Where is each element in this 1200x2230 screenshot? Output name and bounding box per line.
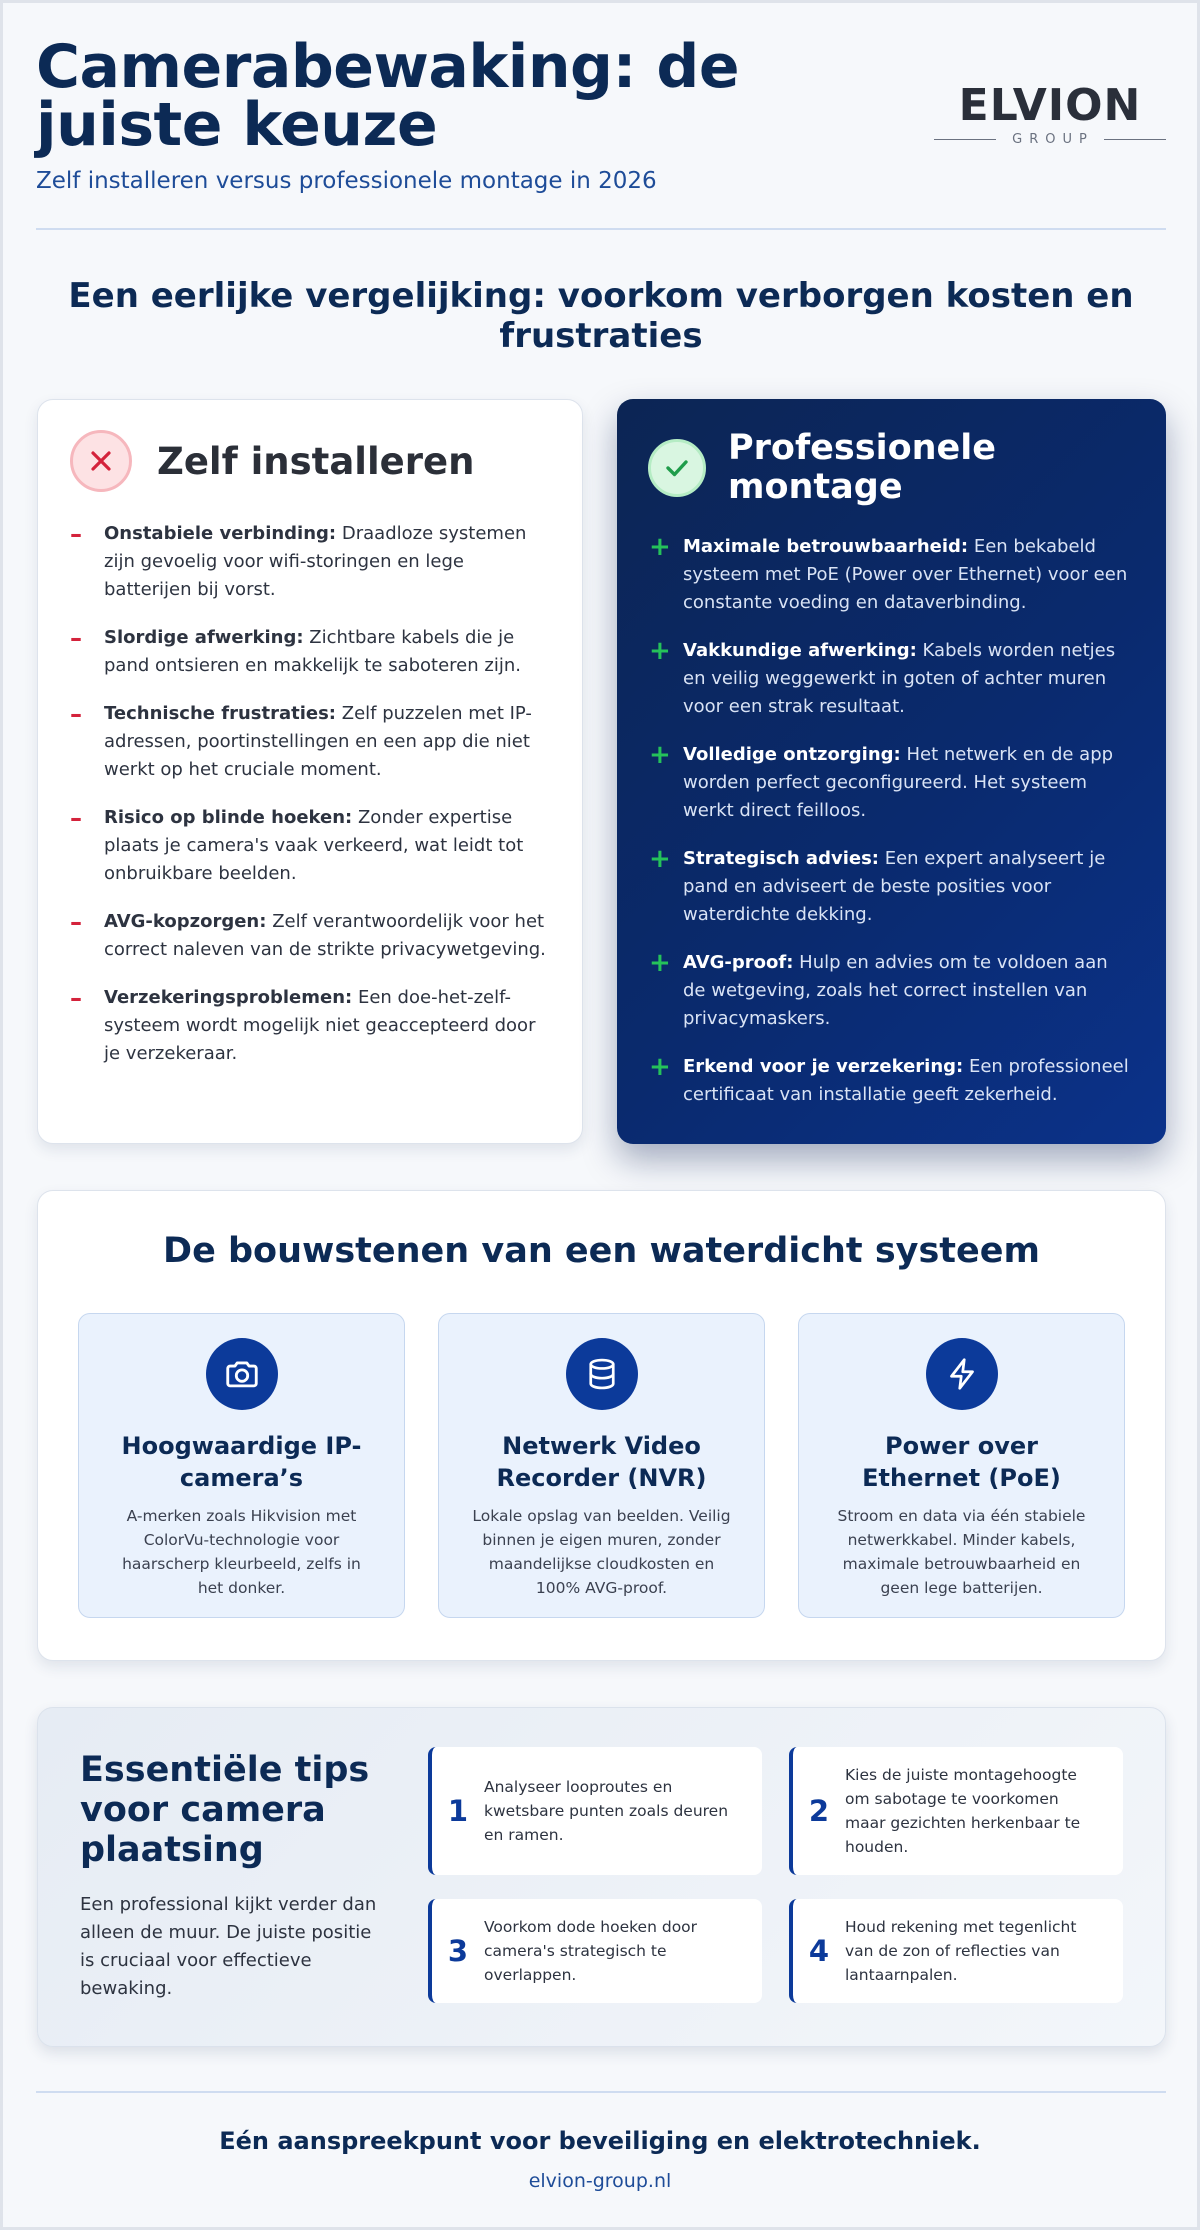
list-item: – AVG-kopzorgen: Zelf verantwoordelijk voor het correct naleven van de strikte privacywetgeving.	[70, 908, 550, 964]
tips-intro: Een professional kijkt verder dan alleen de muur. De juiste positie is cruciaal voor effectieve bewaking.	[80, 1894, 377, 1999]
building-blocks-section	[37, 1190, 1166, 1661]
list-item: – Onstabiele verbinding: Draadloze systemen zijn gevoelig voor wifi-storingen en lege batterijen bij vorst.	[70, 520, 550, 604]
list-item: + Volledige ontzorging: Het netwerk en de app worden perfect geconfigureerd. Het systeem werkt direct feilloos.	[649, 741, 1134, 825]
block-description: Stroom en data via één stabiele netwerkkabel. Minder kabels, maximale betrouwbaarheid en geen lege batterijen.	[837, 1507, 1086, 1597]
tip-card	[789, 1899, 1123, 2003]
minus-icon: –	[70, 520, 82, 548]
block-description: Lokale opslag van beelden. Veilig binnen je eigen muren, zonder maandelijkse cloudkosten en 100% AVG-proof.	[472, 1507, 731, 1597]
block-card-poe	[798, 1313, 1125, 1618]
diy-title: Zelf installeren	[157, 439, 475, 483]
tips-section	[37, 1707, 1166, 2047]
plus-icon: +	[649, 948, 671, 978]
list-item: + Maximale betrouwbaarheid: Een bekabeld systeem met PoE (Power over Ethernet) voor een constante voeding en dataverbinding.	[649, 533, 1134, 617]
tip-card	[789, 1747, 1123, 1875]
block-title: Power over Ethernet (PoE)	[862, 1432, 1061, 1492]
block-card-nvr	[438, 1313, 765, 1618]
footer-tagline: Eén aanspreekpunt voor beveiliging en elektrotechniek.	[219, 2127, 981, 2155]
tip-card	[428, 1747, 762, 1875]
diy-card	[37, 399, 583, 1144]
tip-number: 2	[808, 1794, 830, 1828]
list-item: + AVG-proof: Hulp en advies om te voldoen aan de wetgeving, zoals het correct instellen van privacymaskers.	[649, 949, 1134, 1033]
plus-icon: +	[649, 532, 671, 562]
lightning-icon	[926, 1338, 998, 1410]
tip-number: 4	[808, 1934, 830, 1968]
pro-card	[617, 399, 1166, 1144]
minus-icon: –	[70, 908, 82, 936]
minus-icon: –	[70, 700, 82, 728]
list-item: + Erkend voor je verzekering: Een professioneel certificaat van installatie geeft zekerheid.	[649, 1053, 1134, 1109]
list-item: + Vakkundige afwerking: Kabels worden netjes en veilig weggewerkt in goten of achter muren voor een strak resultaat.	[649, 637, 1134, 721]
blocks-heading: De bouwstenen van een waterdicht systeem	[163, 1231, 1040, 1271]
header-divider	[36, 228, 1166, 230]
list-item: + Strategisch advies: Een expert analyseert je pand en adviseert de beste posities voor waterdichte dekking.	[649, 845, 1134, 929]
comparison-heading: Een eerlijke vergelijking: voorkom verborgen kosten en frustraties	[68, 276, 1134, 356]
camera-icon	[206, 1338, 278, 1410]
tip-text: Kies de juiste montagehoogte om sabotage te voorkomen maar gezichten herkenbaar te houden.	[845, 1766, 1081, 1856]
tip-number: 1	[447, 1794, 469, 1828]
plus-icon: +	[649, 844, 671, 874]
list-item: – Risico op blinde hoeken: Zonder expertise plaats je camera's vaak verkeerd, wat leidt tot onbruikbare beelden.	[70, 804, 550, 888]
database-icon	[566, 1338, 638, 1410]
footer-divider	[36, 2091, 1166, 2093]
plus-icon: +	[649, 740, 671, 770]
infographic-page	[3, 3, 1197, 2227]
logo-subtitle: GROUP	[1012, 132, 1094, 147]
minus-icon: –	[70, 624, 82, 652]
minus-icon: –	[70, 804, 82, 832]
tip-text: Houd rekening met tegenlicht van de zon of reflecties van lantaarnpalen.	[845, 1918, 1077, 1984]
list-item: – Verzekeringsproblemen: Een doe-het-zelf-systeem wordt mogelijk niet geaccepteerd door je verzekeraar.	[70, 984, 550, 1068]
list-item: – Slordige afwerking: Zichtbare kabels die je pand ontsieren en makkelijk te saboteren zijn.	[70, 624, 550, 680]
block-card-camera	[78, 1313, 405, 1618]
footer-website-link[interactable]: elvion-group.nl	[528, 2170, 672, 2192]
page-subtitle: Zelf installeren versus professionele montage in 2026	[36, 168, 657, 194]
tip-text: Voorkom dode hoeken door camera's strategisch te overlappen.	[484, 1918, 698, 1984]
header	[36, 32, 1166, 194]
tip-number: 3	[447, 1934, 469, 1968]
block-description: A-merken zoals Hikvision met ColorVu-technologie voor haarscherp kleurbeeld, zelfs in het donker.	[122, 1507, 361, 1597]
elvion-logo	[934, 80, 1166, 147]
pro-title: Professionele montage	[728, 428, 997, 507]
list-item: – Technische frustraties: Zelf puzzelen met IP-adressen, poortinstellingen en een app die niet werkt op het cruciale moment.	[70, 700, 550, 784]
block-title: Netwerk Video Recorder (NVR)	[496, 1432, 707, 1492]
plus-icon: +	[649, 636, 671, 666]
tip-text: Analyseer looproutes en kwetsbare punten zoals deuren en ramen.	[484, 1778, 729, 1844]
logo-wordmark: ELVION	[958, 80, 1142, 131]
tip-card	[428, 1899, 762, 2003]
block-title: Hoogwaardige IP-camera’s	[121, 1432, 362, 1492]
page-title: Camerabewaking: de juiste keuze	[36, 32, 740, 160]
minus-icon: –	[70, 984, 82, 1012]
checkmark-icon	[648, 439, 706, 497]
pro-list	[649, 533, 1134, 1129]
x-icon	[70, 430, 132, 492]
plus-icon: +	[649, 1052, 671, 1082]
diy-list	[70, 520, 550, 1088]
tips-heading: Essentiële tips voor camera plaatsing	[80, 1750, 370, 1870]
